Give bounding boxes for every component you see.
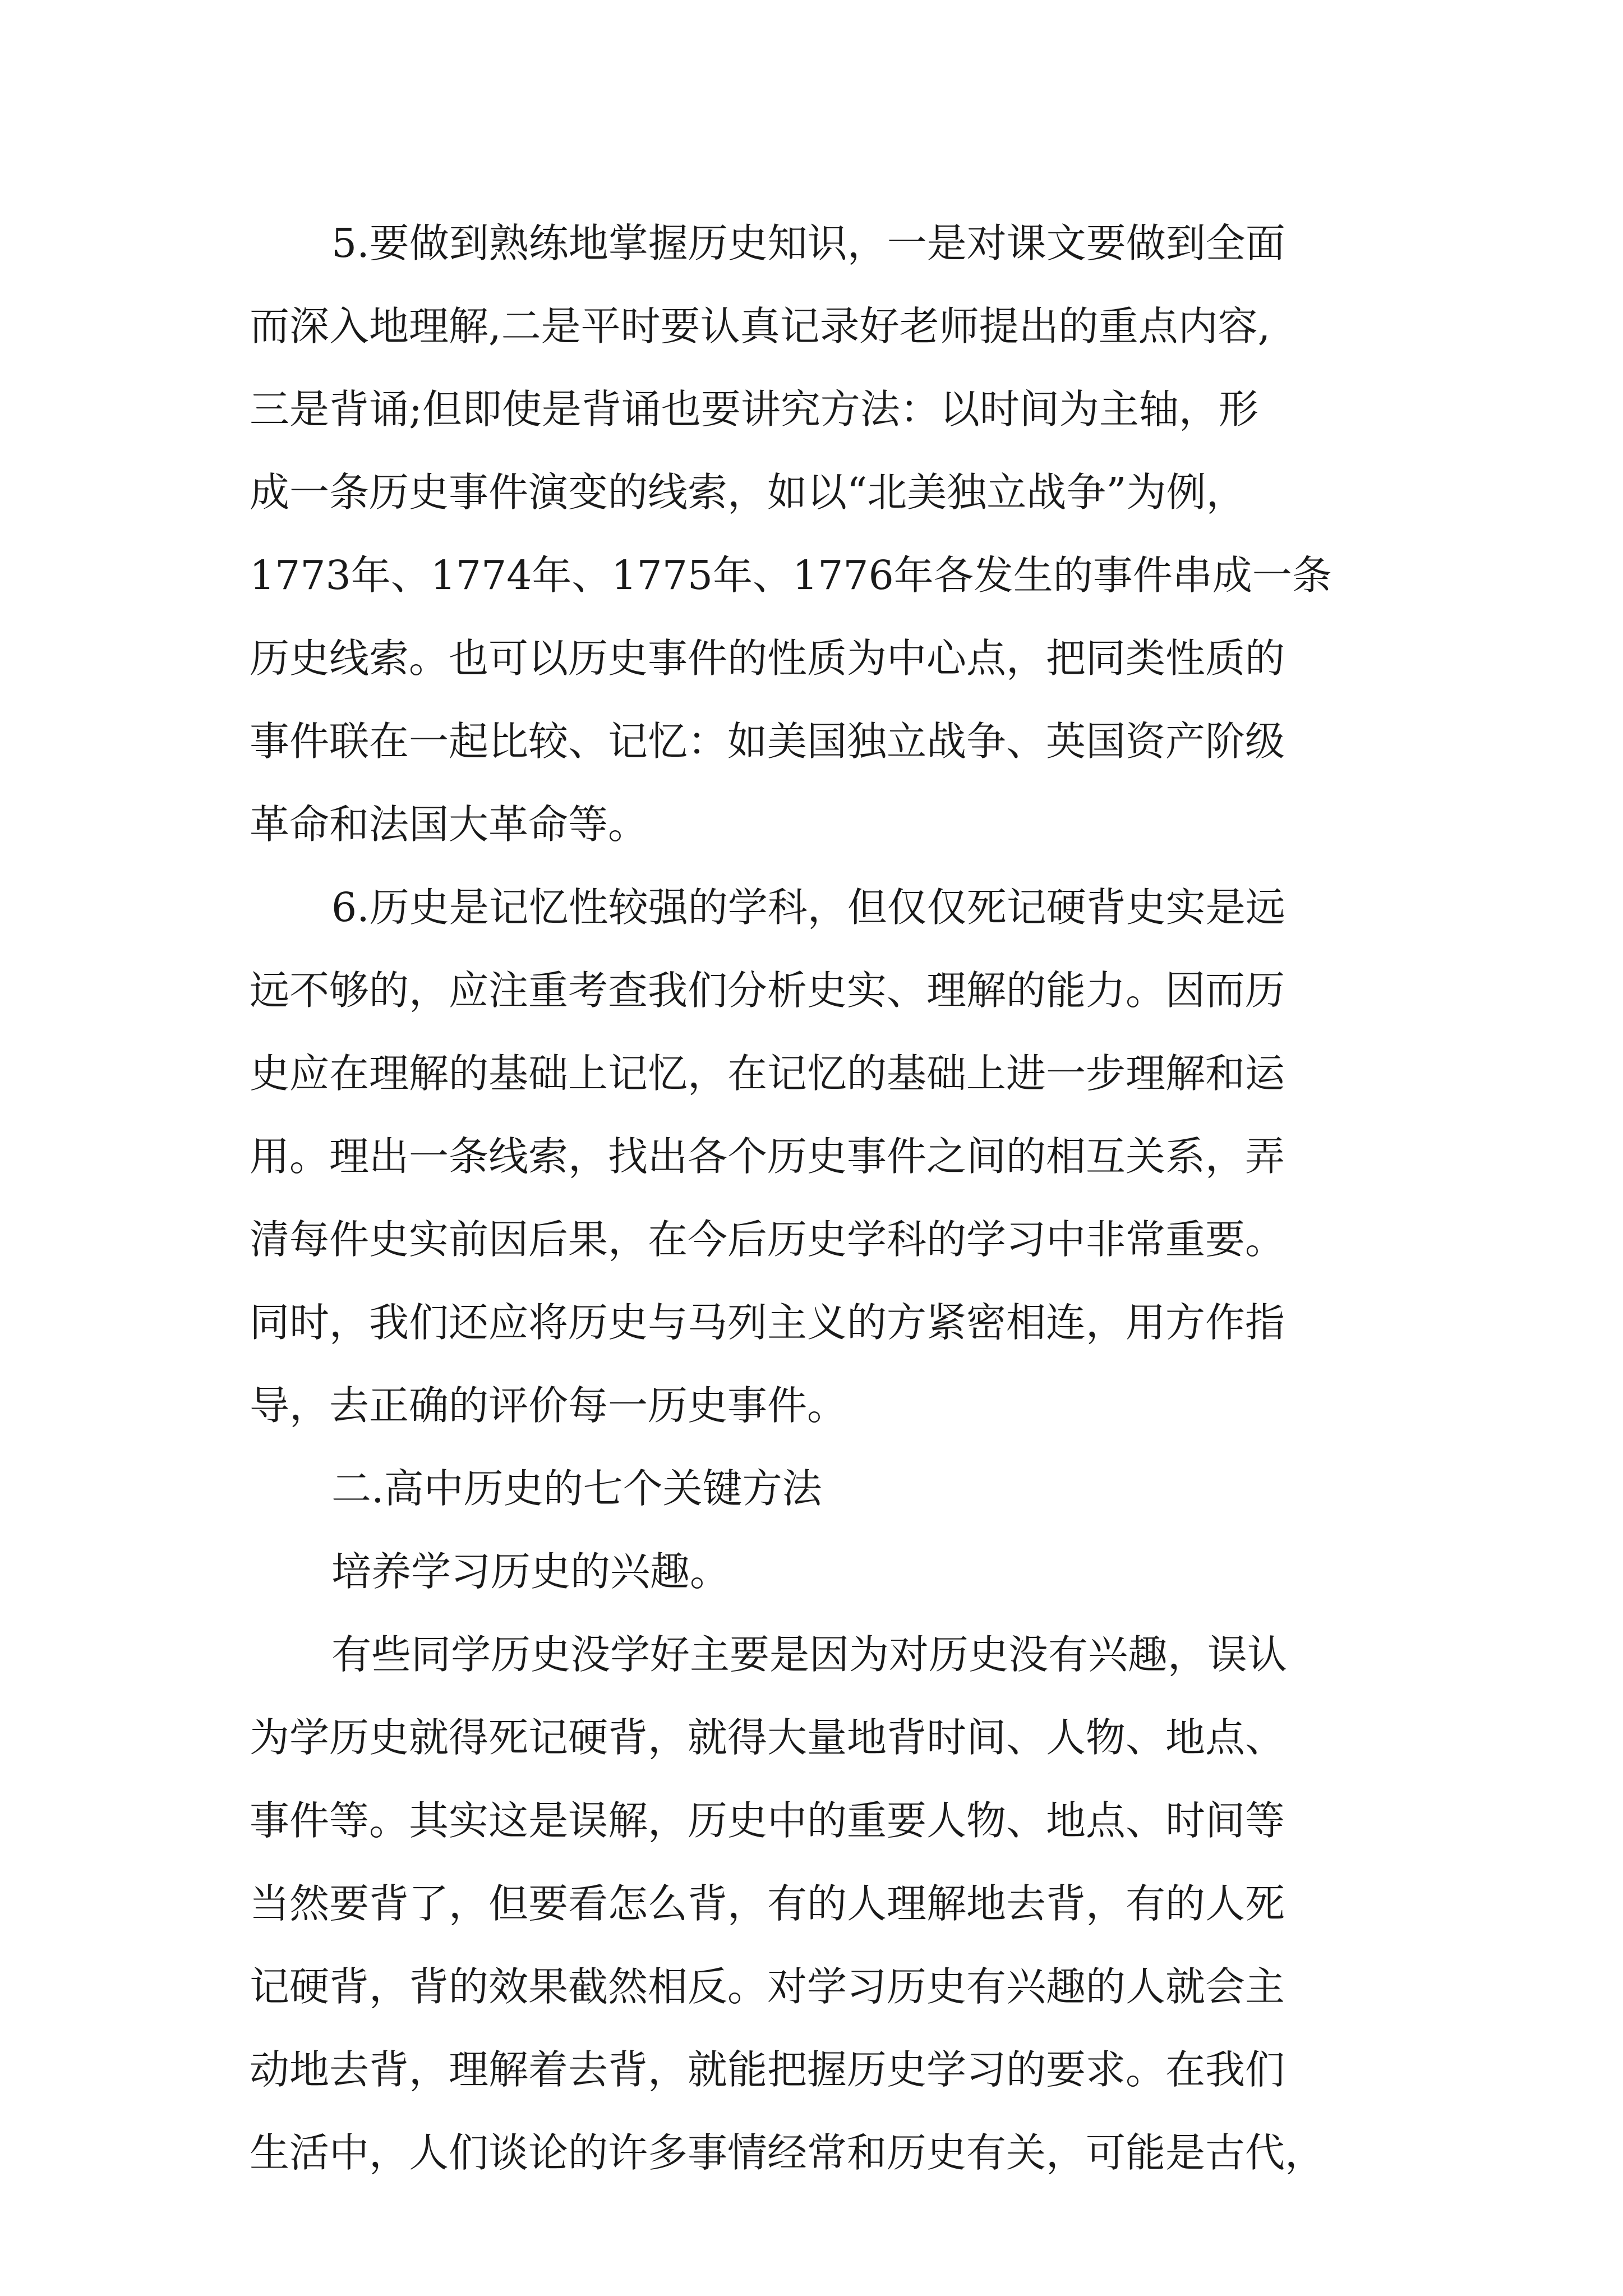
paragraph-line: 同时，我们还应将历史与马列主义的方紧密相连，用方作指 <box>250 1299 1285 1346</box>
subheading: 培养学习历史的兴趣。 <box>331 1548 730 1595</box>
paragraph-line: 清每件史实前因后果，在今后历史学科的学习中非常重要。 <box>250 1216 1285 1263</box>
paragraph-line: 用。理出一条线索，找出各个历史事件之间的相互关系，弄 <box>250 1133 1285 1180</box>
paragraph-line: 动地去背，理解着去背，就能把握历史学习的要求。在我们 <box>250 2046 1285 2093</box>
paragraph-line: 1773年、1774年、1775年、1776年各发生的事件串成一条 <box>250 552 1332 599</box>
paragraph-line: 5.要做到熟练地掌握历史知识，一是对课文要做到全面 <box>331 220 1285 266</box>
paragraph-line: 6.历史是记忆性较强的学科，但仅仅死记硬背史实是远 <box>331 884 1285 931</box>
paragraph-line: 而深入地理解,二是平时要认真记录好老师提出的重点内容, <box>250 303 1271 349</box>
paragraph-line: 三是背诵;但即使是背诵也要讲究方法：以时间为主轴，形 <box>250 386 1258 432</box>
paragraph-line: 历史线索。也可以历史事件的性质为中心点，把同类性质的 <box>250 635 1285 682</box>
paragraph-line: 事件联在一起比较、记忆：如美国独立战争、英国资产阶级 <box>250 718 1285 765</box>
paragraph-line: 生活中，人们谈论的许多事情经常和历史有关，可能是古代， <box>250 2129 1325 2176</box>
paragraph-line: 史应在理解的基础上记忆，在记忆的基础上进一步理解和运 <box>250 1050 1285 1097</box>
paragraph-line: 当然要背了，但要看怎么背，有的人理解地去背，有的人死 <box>250 1880 1285 1927</box>
paragraph-line: 记硬背，背的效果截然相反。对学习历史有兴趣的人就会主 <box>250 1963 1285 2010</box>
paragraph-line: 导，去正确的评价每一历史事件。 <box>250 1382 847 1429</box>
paragraph-line: 事件等。其实这是误解，历史中的重要人物、地点、时间等 <box>250 1797 1285 1844</box>
paragraph-line: 成一条历史事件演变的线索，如以“北美独立战争”为例， <box>250 469 1246 516</box>
section-heading: 二.高中历史的七个关键方法 <box>331 1465 822 1512</box>
paragraph-line: 革命和法国大革命等。 <box>250 801 648 848</box>
paragraph-line: 为学历史就得死记硬背，就得大量地背时间、人物、地点、 <box>250 1714 1285 1761</box>
paragraph-line: 有些同学历史没学好主要是因为对历史没有兴趣，误认 <box>331 1631 1288 1678</box>
paragraph-line: 远不够的，应注重考查我们分析史实、理解的能力。因而历 <box>250 967 1285 1014</box>
